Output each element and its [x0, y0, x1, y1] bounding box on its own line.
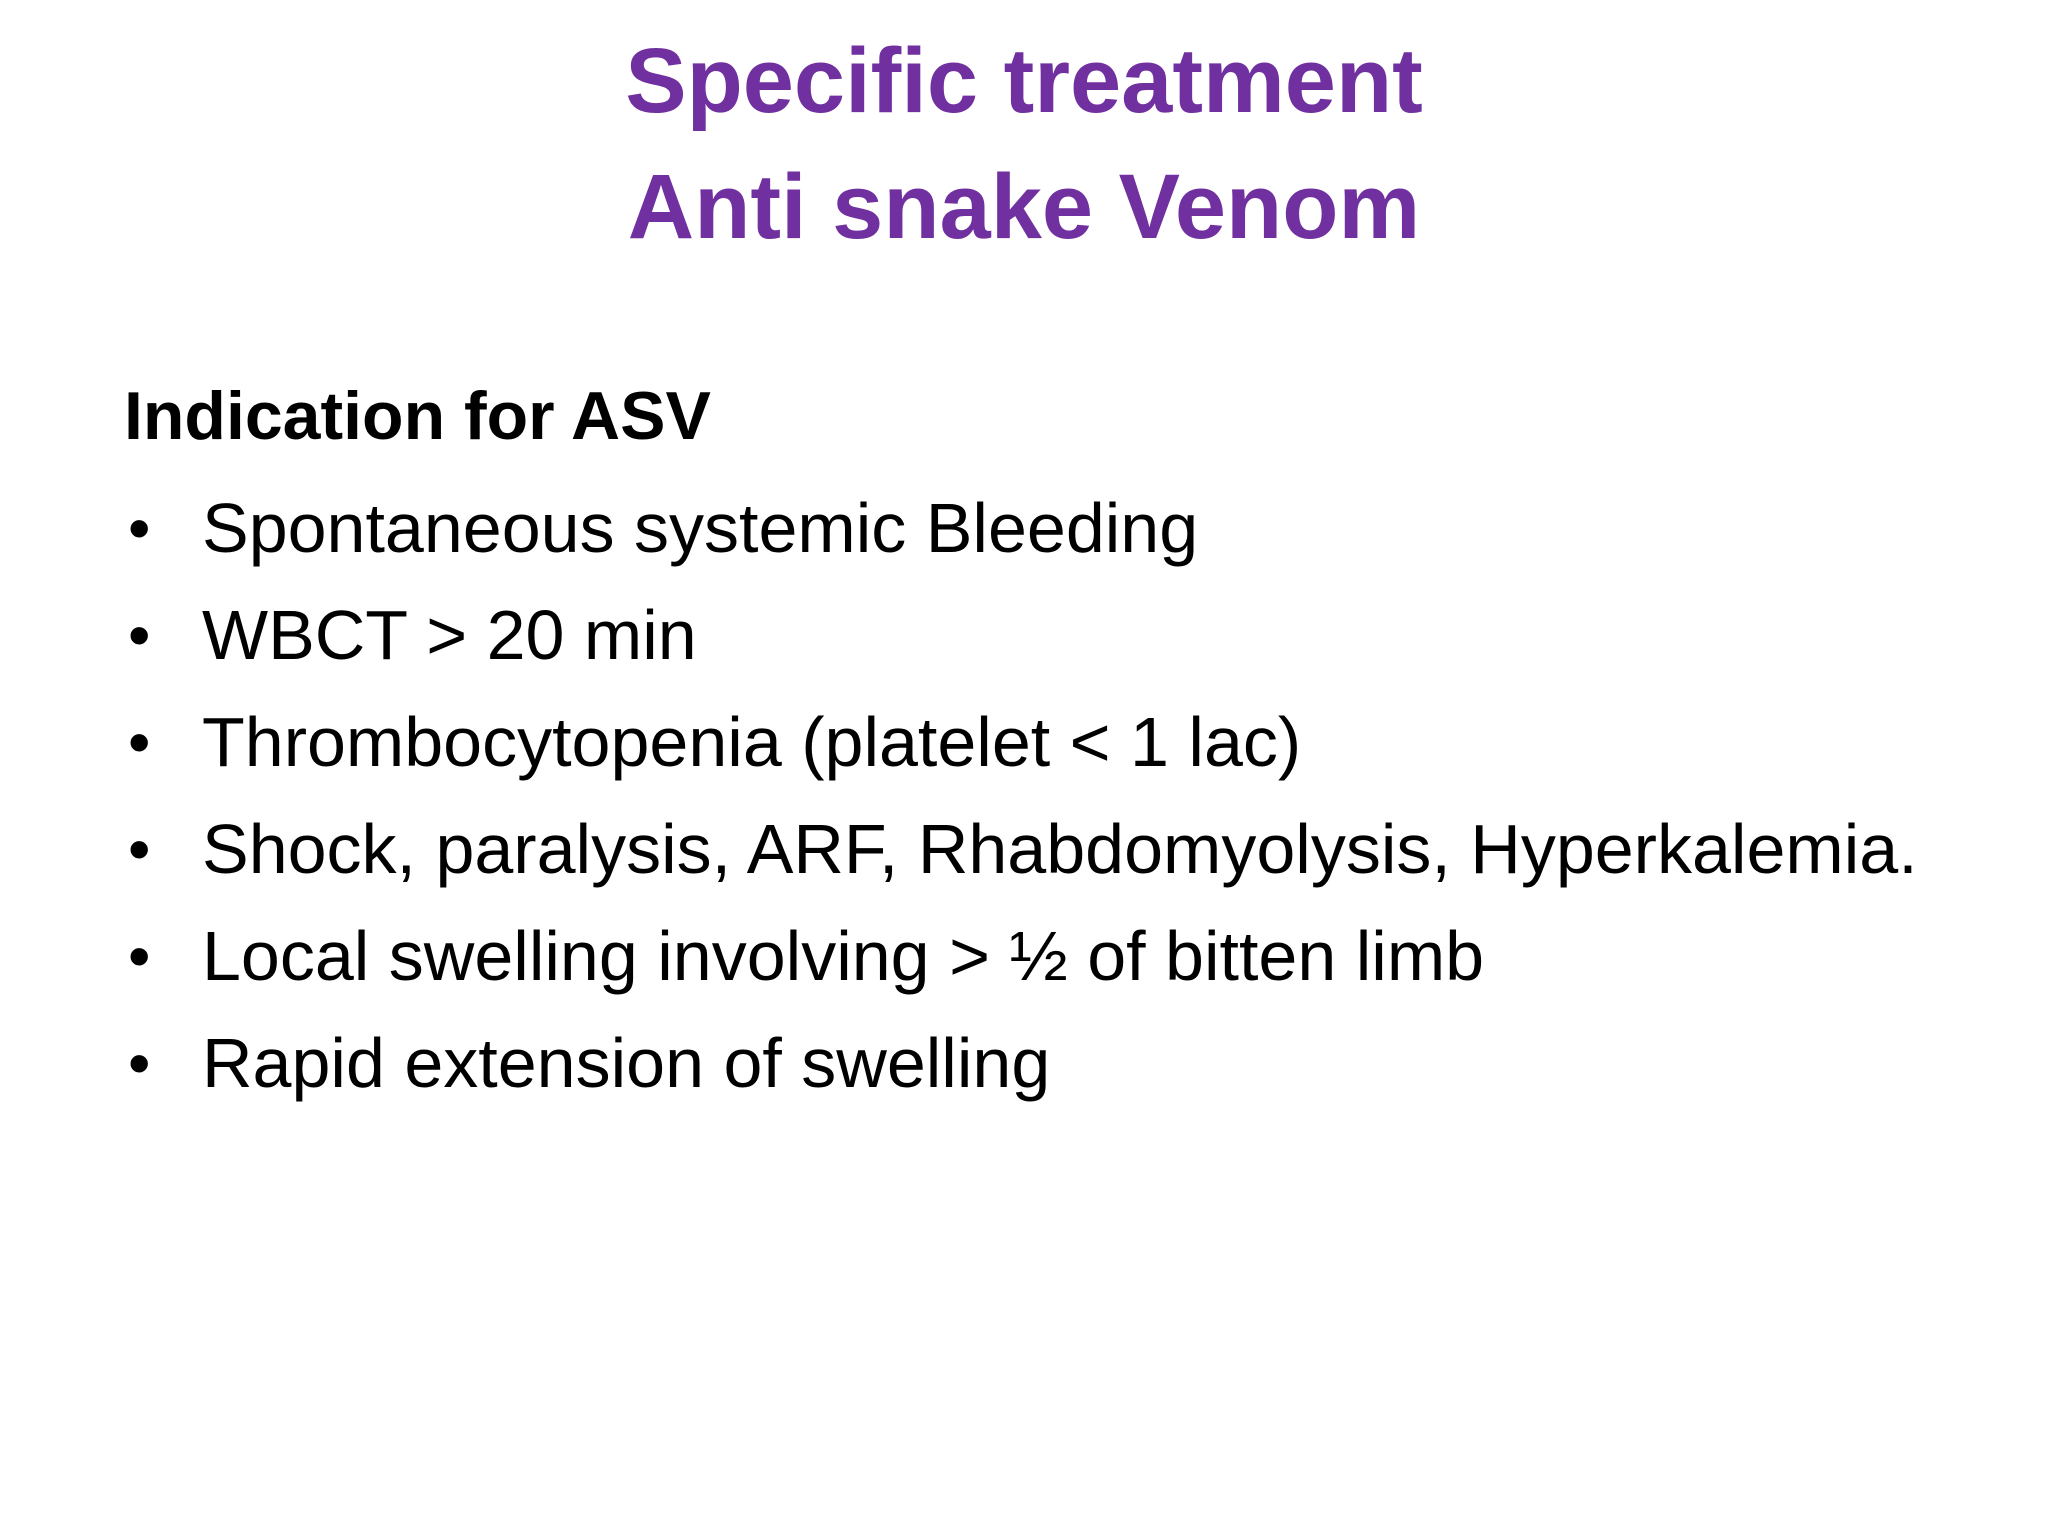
bullet-icon: • [128, 599, 151, 671]
list-item [124, 1020, 1924, 1106]
section-heading: Indication for ASV [124, 378, 711, 454]
title-line-2: Anti snake Venom [627, 156, 1421, 258]
slide-body [124, 368, 1924, 1106]
bullet-icon: • [128, 813, 151, 885]
bullet-icon: • [128, 706, 151, 778]
list-item [124, 699, 1924, 785]
title-line-1: Specific treatment [625, 30, 1423, 132]
bullet-icon: • [128, 492, 151, 564]
bullet-list [124, 485, 1924, 1106]
list-item [124, 806, 1924, 892]
list-item [124, 592, 1924, 678]
bullet-icon: • [128, 1027, 151, 1099]
slide-title [0, 18, 2048, 270]
list-item [124, 913, 1924, 999]
list-item-text: Rapid extension of swelling [202, 1024, 1051, 1102]
list-item-text: Local swelling involving > ½ of bitten limb [202, 917, 1485, 995]
list-item-text: Thrombocytopenia (platelet < 1 lac) [202, 703, 1302, 781]
list-item-text: Spontaneous systemic Bleeding [202, 489, 1199, 567]
list-item-text: Shock, paralysis, ARF, Rhabdomyolysis, Hyperkalemia. [202, 810, 1918, 888]
list-item [124, 485, 1924, 571]
list-item-text: WBCT > 20 min [202, 596, 697, 674]
bullet-icon: • [128, 920, 151, 992]
